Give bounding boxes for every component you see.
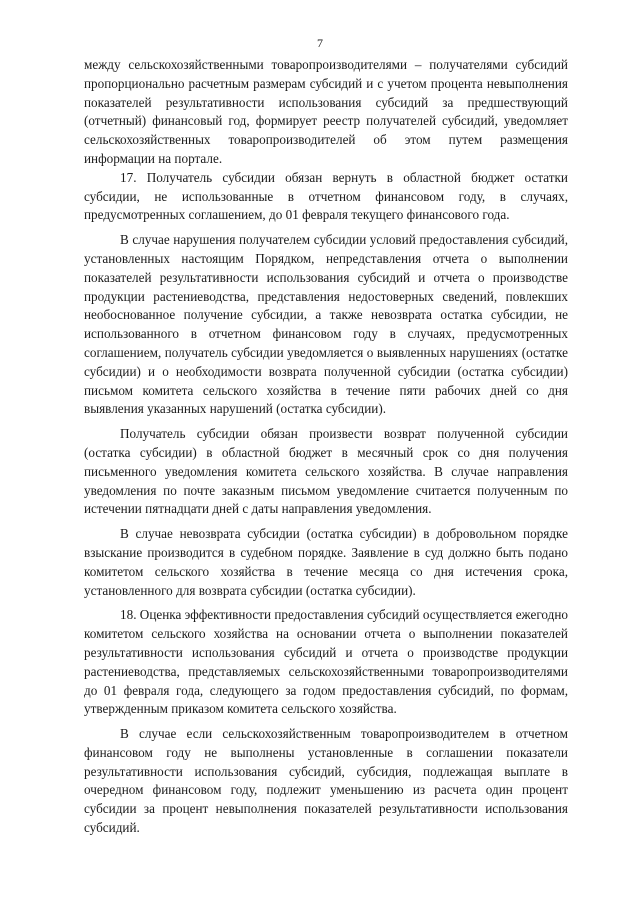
paragraph-item-17: 17. Получатель субсидии обязан вернуть в областной бюджет остатки субсидии, не использованные в отчетном финансовом году, в случаях, предусмотренных соглашением, до 01 февраля текущего финансового года. xyxy=(84,169,568,223)
paragraph-subsidy-reduction: В случае если сельскохозяйственным товаропроизводителем в отчетном финансовом году не выполнены установленные в соглашении показатели результативности использования субсидий, субсидия, подлежащая выплате в очередном финансовом году, подлежит уменьшению из расчета один процент субсидии за процент невыполнения показателей результативности использования субсидий. xyxy=(84,726,568,836)
paragraph-continuation: между сельскохозяйственными товаропроизводителями – получателями субсидий пропорционально расчетным размерам субсидий и с учетом процента невыполнения показателей результативности использования субсидий за предшествующий (отчетный) финансовый год, формирует реестр получателей субсидий, уведомляет сельскохозяйственных товаропроизводителей об этом путем размещения информации на портале. xyxy=(84,57,568,166)
paragraph-item-18: 18. Оценка эффективности предоставления субсидий осуществляется ежегодно комитетом сельского хозяйства на основании отчета о выполнении показателей результативности использования субсидий и отчета о производстве продукции растениеводства, представляемых сельскохозяйственными товаропроизводителями до 01 февраля года, следующего за годом предоставления субсидий, по формам, утвержденным приказом комитета сельского хозяйства. xyxy=(84,607,568,717)
paragraph-violation-notice: В случае нарушения получателем субсидии условий предоставления субсидий, установленных настоящим Порядком, непредставления отчета о выполнении показателей результативности использования субсидий и отчета о производстве продукции растениеводства, представления недостоверных сведений, повлекших необоснованное получение субсидии, а также невозврата остатка субсидии, не использованного в отчетном финансовом году в случаях, предусмотренных соглашением, получатель субсидии уведомляется о выявленных нарушениях (остатке субсидии) и о необходимости возврата полученной субсидии (остатка субсидии) письмом комитета сельского хозяйства в течение пяти рабочих дней со дня выявления указанных нарушений (остатка субсидии). xyxy=(84,232,568,417)
document-body xyxy=(84,56,568,838)
paragraph-court-recovery: В случае невозврата субсидии (остатка субсидии) в добровольном порядке взыскание производится в судебном порядке. Заявление в суд должно быть подано комитетом сельского хозяйства в течение месяца со дня истечения срока, установленного для возврата субсидии (остатка субсидии). xyxy=(84,526,568,598)
paragraph-refund-obligation: Получатель субсидии обязан произвести возврат полученной субсидии (остатка субсидии) в областной бюджет в месячный срок со дня получения письменного уведомления комитета сельского хозяйства. В случае направления уведомления по почте заказным письмом уведомление считается полученным по истечении пятнадцати дней с даты направления уведомления. xyxy=(84,426,568,517)
page-number: 7 xyxy=(317,36,323,50)
